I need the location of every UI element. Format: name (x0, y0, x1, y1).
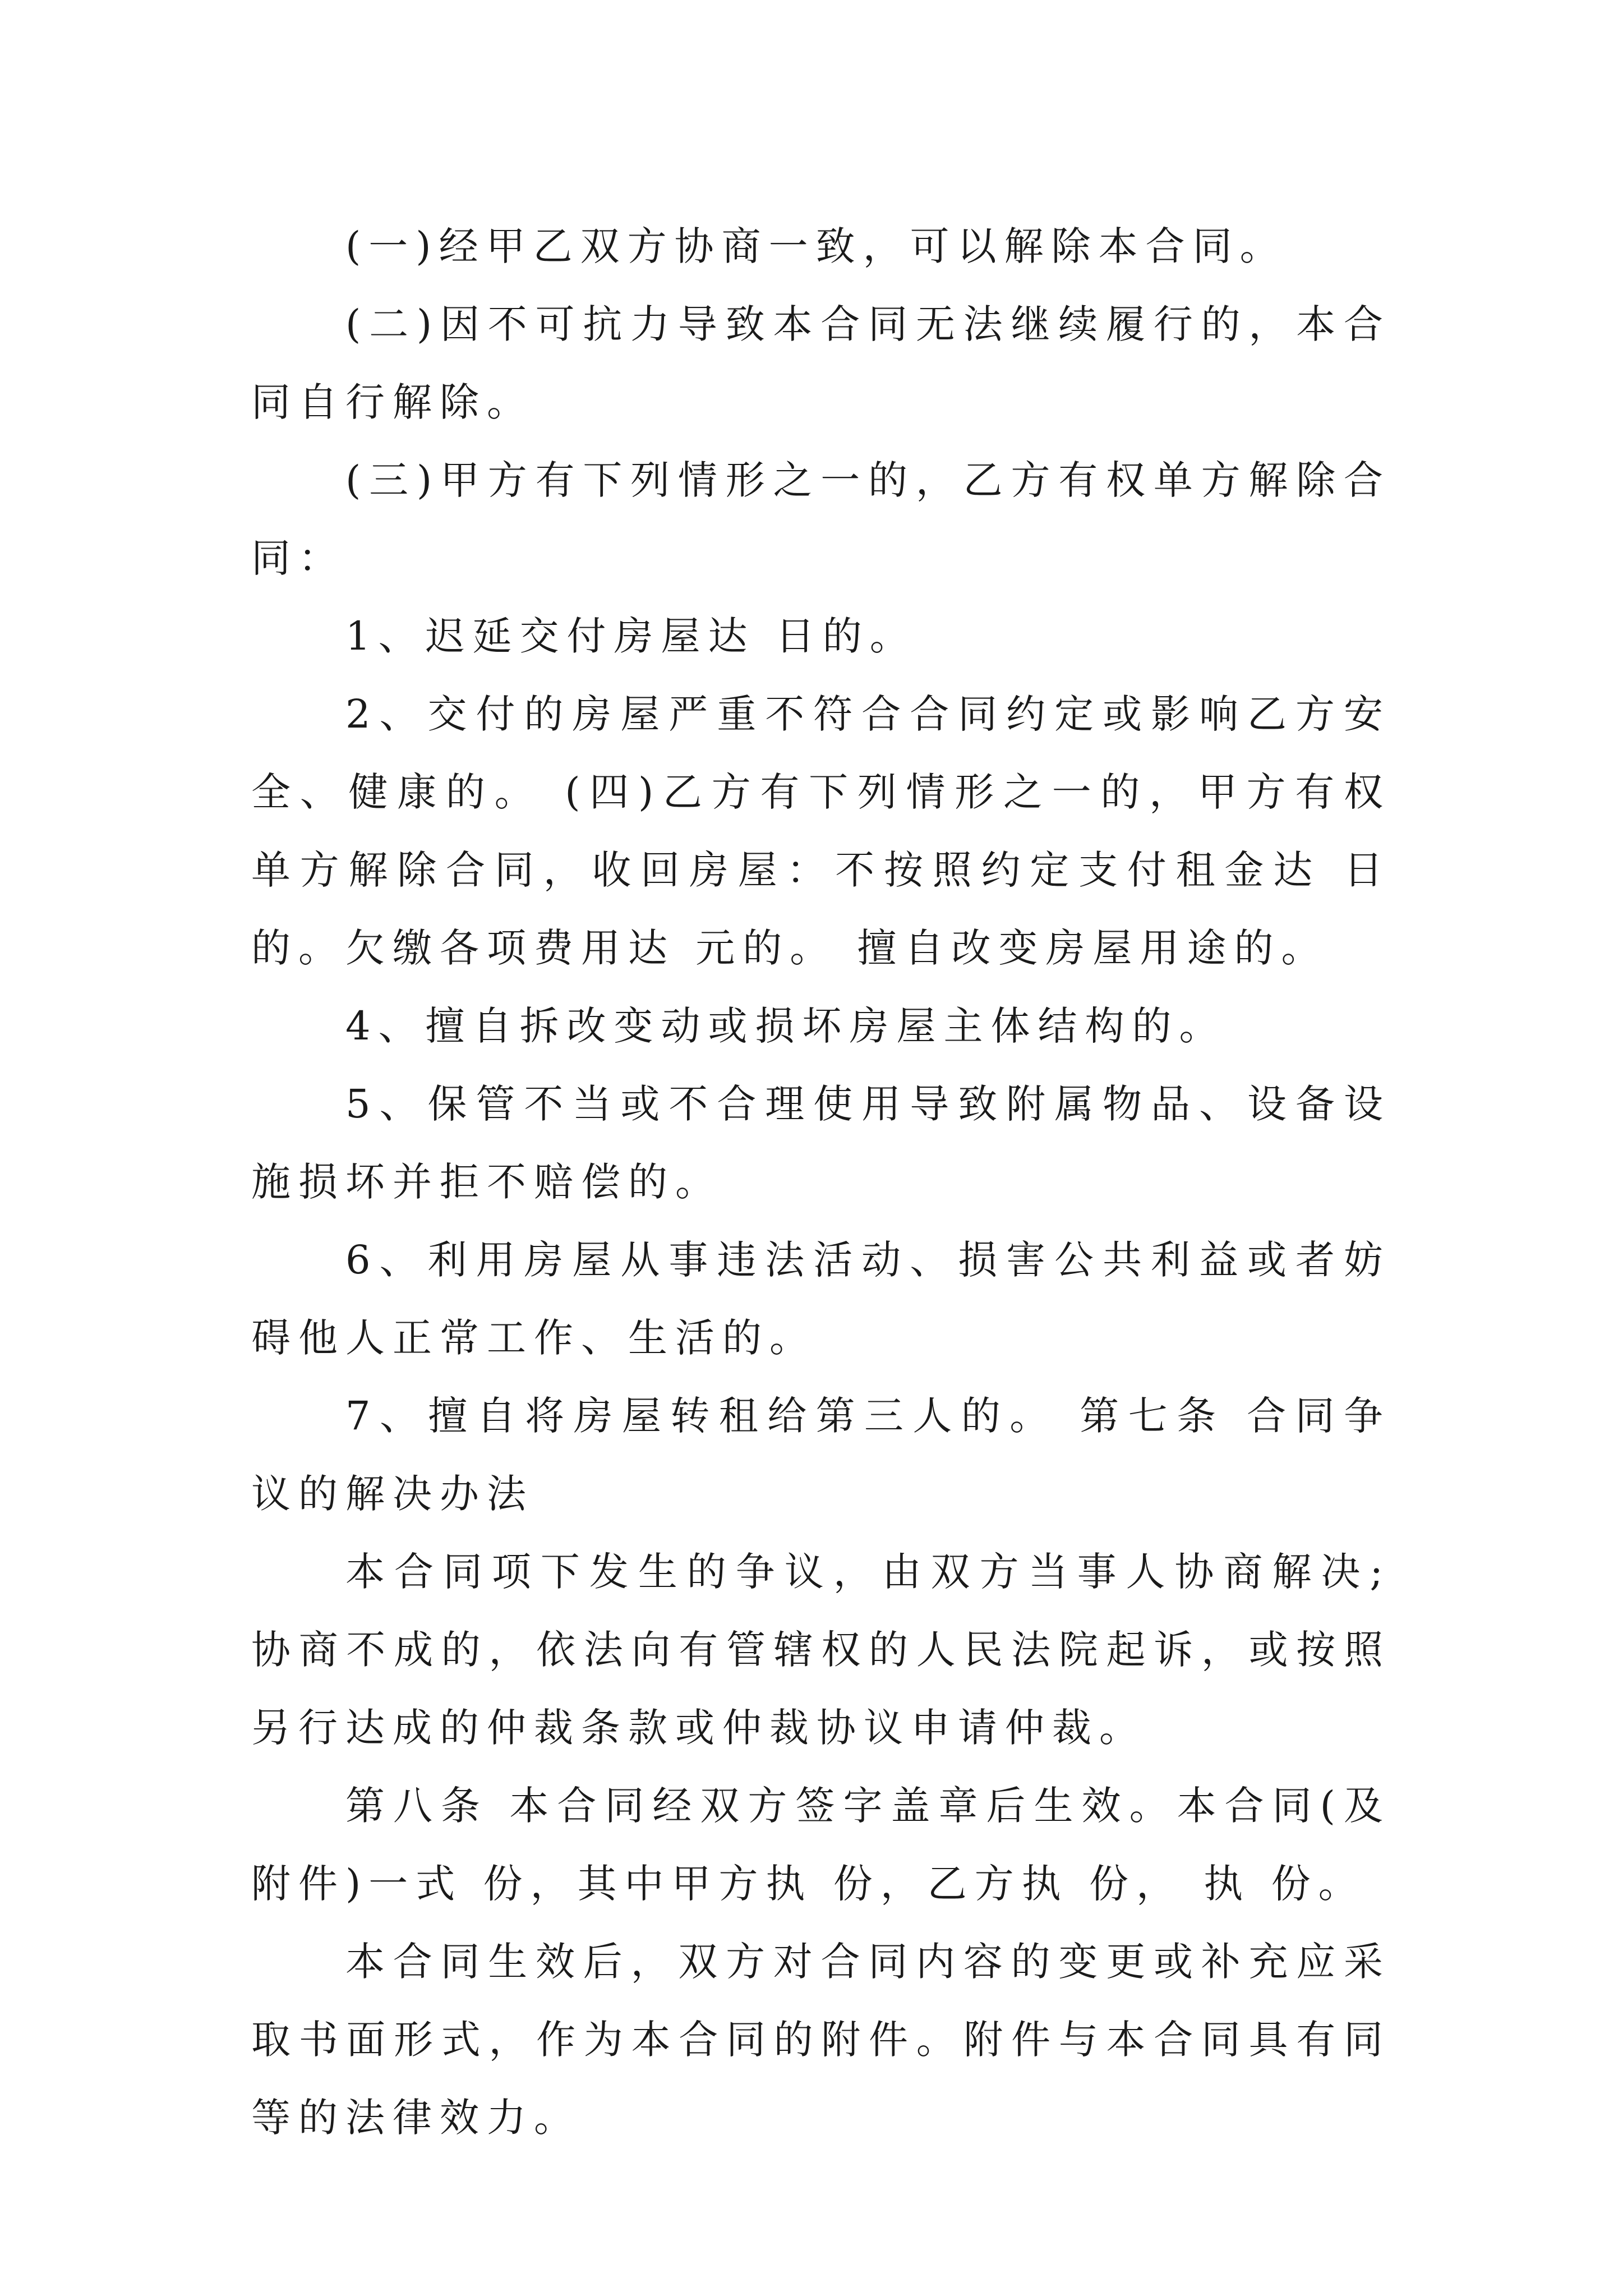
paragraph-item-6: 6、利用房屋从事违法活动、损害公共利益或者妨碍他人正常工作、生活的。 (251, 1237, 1391, 1361)
paragraph-item-1: 1、迟延交付房屋达 日的。 (345, 613, 917, 659)
paragraph-force-majeure: (二)因不可抗力导致本合同无法继续履行的，本合同自行解除。 (251, 301, 1391, 425)
document-body (251, 208, 1391, 2157)
paragraph-article-8: 第八条 本合同经双方签字盖章后生效。本合同(及附件)一式 份，其中甲方执 份，乙方执 份， 执 份。 (251, 1783, 1391, 1907)
paragraph-dispute-resolution: 本合同项下发生的争议，由双方当事人协商解决;协商不成的，依法向有管辖权的人民法院起诉，或按照另行达成的仲裁条款或仲裁协议申请仲裁。 (251, 1549, 1391, 1751)
paragraph-item-4: 4、擅自拆改变动或损坏房屋主体结构的。 (345, 1003, 1227, 1049)
paragraph-item-5: 5、保管不当或不合理使用导致附属物品、设备设施损坏并拒不赔偿的。 (251, 1081, 1391, 1205)
paragraph-item-7: 7、擅自将房屋转租给第三人的。 第七条 合同争议的解决办法 (251, 1393, 1391, 1517)
paragraph-tenant-termination-rights: (三)甲方有下列情形之一的，乙方有权单方解除合同： (251, 457, 1391, 581)
paragraph-item-2: 2、交付的房屋严重不符合合同约定或影响乙方安全、健康的。 (四)乙方有下列情形之一的，甲方有权单方解除合同，收回房屋：不按照约定支付租金达 日的。欠缴各项费用达 元的。 擅自改变房屋用途的。 (251, 691, 1391, 971)
paragraph-amendments: 本合同生效后，双方对合同内容的变更或补充应采取书面形式，作为本合同的附件。附件与本合同具有同等的法律效力。 (251, 1939, 1391, 2141)
paragraph-termination-by-agreement: (一)经甲乙双方协商一致，可以解除本合同。 (345, 223, 1287, 269)
